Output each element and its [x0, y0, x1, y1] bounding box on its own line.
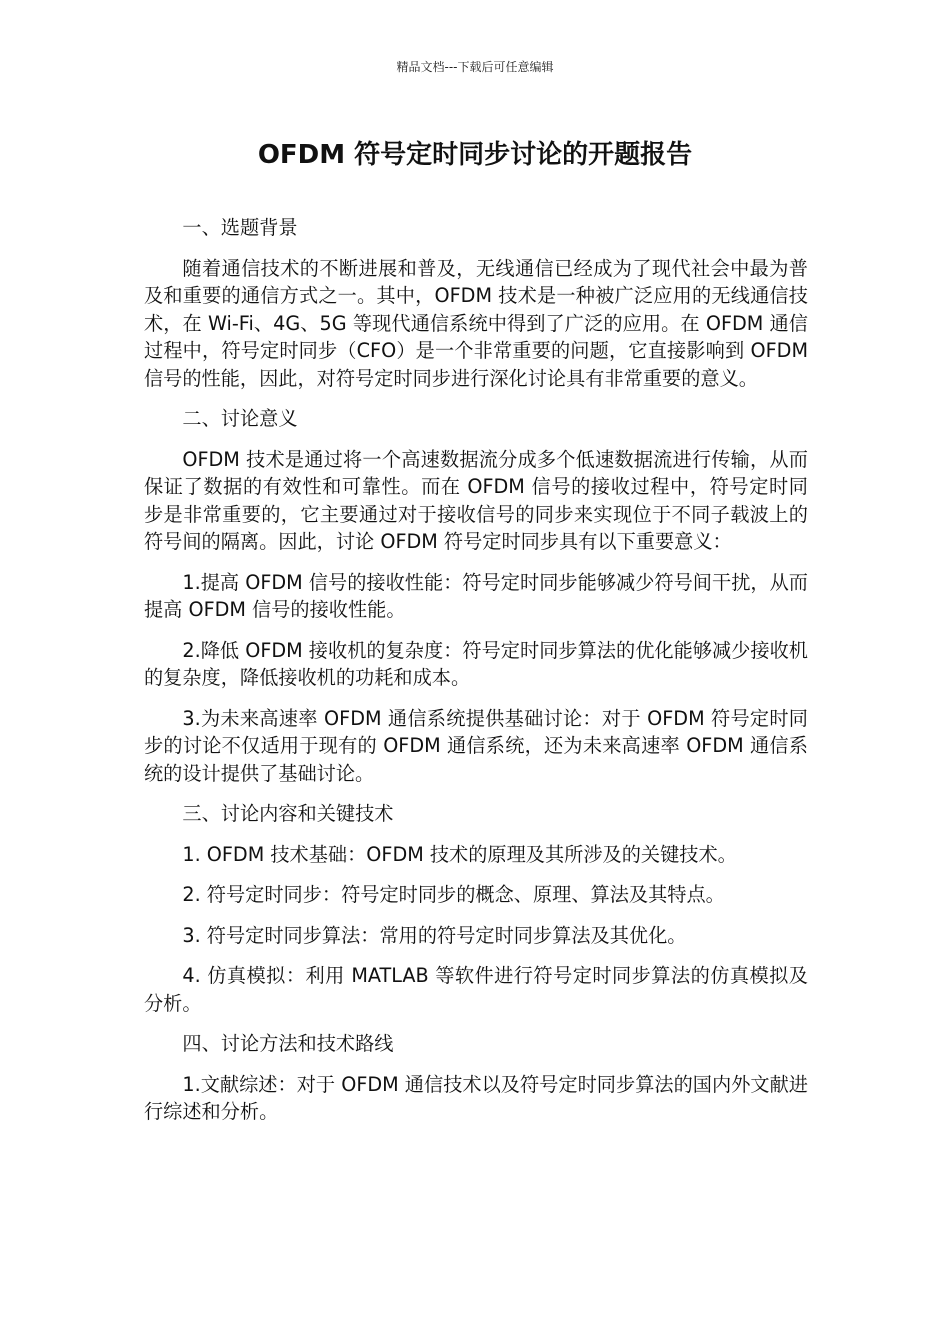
content-item-3: 3. 符号定时同步算法：常用的符号定时同步算法及其优化。 — [182, 923, 687, 947]
content-item-4: 4. 仿真模拟：利用 MATLAB 等软件进行符号定时同步算法的仿真模拟及分析。 — [144, 964, 808, 1015]
significance-item-1: 1.提高 OFDM 信号的接收性能：符号定时同步能够减少符号间干扰，从而提高 OFDM 信号的接收性能。 — [144, 570, 808, 621]
section-heading-methods: 四、讨论方法和技术路线 — [182, 1032, 394, 1055]
methods-item-1: 1.文献综述：对于 OFDM 通信技术以及符号定时同步算法的国内外文献进行综述和分析。 — [144, 1072, 808, 1123]
header-watermark: 精品文档---下载后可任意编辑 — [396, 60, 554, 74]
significance-item-2: 2.降低 OFDM 接收机的复杂度：符号定时同步算法的优化能够减少接收机的复杂度，降低接收机的功耗和成本。 — [144, 638, 808, 689]
paragraph-significance: OFDM 技术是通过将一个高速数据流分成多个低速数据流进行传输，从而保证了数据的有效性和可靠性。而在 OFDM 信号的接收过程中，符号定时同步是非常重要的，它主要通过对于接收信号的同步来实现位于不同子载波上的符号间的隔离。因此，讨论 OFDM 符号定时同步具有以下重要意义： — [144, 447, 808, 553]
section-heading-content: 三、讨论内容和关键技术 — [182, 802, 394, 825]
paragraph-background: 随着通信技术的不断进展和普及，无线通信已经成为了现代社会中最为普及和重要的通信方式之一。其中，OFDM 技术是一种被广泛应用的无线通信技术，在 Wi-Fi、4G、5G 等现代通信系统中得到了广泛的应用。在 OFDM 通信过程中，符号定时同步（CFO）是一个非常重要的问题，它直接影响到 OFDM 信号的性能，因此，对符号定时同步进行深化讨论具有非常重要的意义。 — [144, 256, 808, 390]
significance-item-3: 3.为未来高速率 OFDM 通信系统提供基础讨论：对于 OFDM 符号定时同步的讨论不仅适用于现有的 OFDM 通信系统，还为未来高速率 OFDM 通信系统的设计提供了基础讨论。 — [144, 706, 808, 785]
section-heading-background: 一、选题背景 — [182, 216, 298, 239]
content-item-2: 2. 符号定时同步：符号定时同步的概念、原理、算法及其特点。 — [182, 883, 725, 906]
document-title: OFDM 符号定时同步讨论的开题报告 — [257, 140, 693, 170]
document-body — [144, 214, 808, 1139]
content-item-1: 1. OFDM 技术基础：OFDM 技术的原理及其所涉及的关键技术。 — [182, 842, 737, 866]
section-heading-significance: 二、讨论意义 — [182, 407, 298, 430]
